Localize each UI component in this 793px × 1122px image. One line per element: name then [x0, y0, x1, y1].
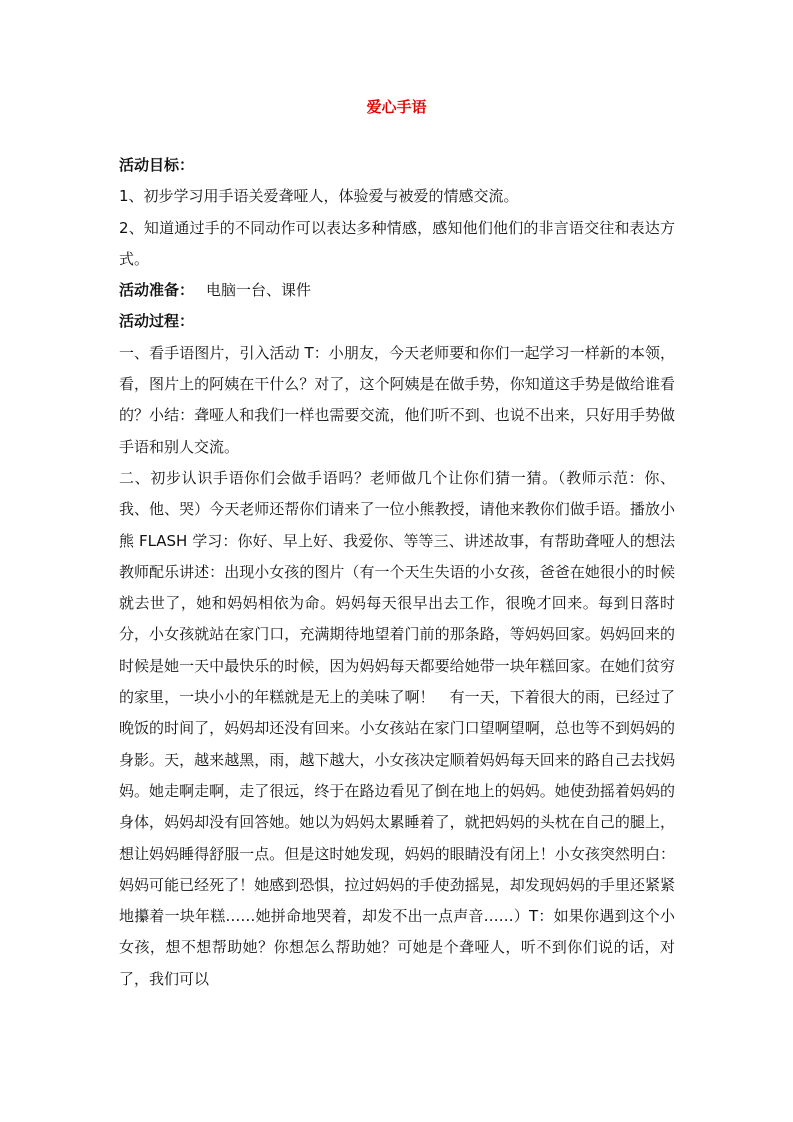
preparation-heading: 活动准备：	[119, 281, 195, 300]
document-body	[119, 150, 675, 995]
preparation-line	[119, 275, 675, 306]
goals-heading: 活动目标：	[119, 156, 195, 174]
process-heading: 活动过程：	[119, 312, 195, 331]
preparation-value: 电脑一台、课件	[206, 281, 312, 300]
goal-item-1: 1、初步学习用手语关爱聋哑人，体验爱与被爱的情感交流。	[119, 187, 519, 206]
goal-item-2: 2、知道通过手的不同动作可以表达多种情感，感知他们他们的非言语交往和表达方式。	[119, 218, 675, 268]
process-step-2: 二、初步认识手语你们会做手语吗？老师做几个让你们猜一猜。（教师示范：你、我、他、哭）今天老师还帮你们请来了一位小熊教授，请他来教你们做手语。播放小熊 FLASH 学习：你好、早上好、我爱你、等等三、讲述故事，有帮助聋哑人的想法教师配乐讲述：出现小女孩的图片（有一个天生失语的小女孩，爸爸在她很小的时候就去世了，她和妈妈相依为命。妈妈每天很早出去工作，很晚才回来。每到日落时分，小女孩就站在家门口，充满期待地望着门前的那条路，等妈妈回家。妈妈回来的时候是她一天中最快乐的时候，因为妈妈每天都要给她带一块年糕回家。在她们贫穷的家里，一块小小的年糕就是无上的美味了啊！ 有一天，下着很大的雨，已经过了晚饭的时间了，妈妈却还没有回来。小女孩站在家门口望啊望啊，总也等不到妈妈的身影。天，越来越黑，雨，越下越大，小女孩决定顺着妈妈每天回来的路自己去找妈妈。她走啊走啊，走了很远，终于在路边看见了倒在地上的妈妈。她使劲摇着妈妈的身体，妈妈却没有回答她。她以为妈妈太累睡着了，就把妈妈的头枕在自己的腿上，想让妈妈睡得舒服一点。但是这时她发现，妈妈的眼睛没有闭上！小女孩突然明白：妈妈可能已经死了！她感到恐惧，拉过妈妈的手使劲摇晃，却发现妈妈的手里还紧紧地攥着一块年糕……她拼命地哭着，却发不出一点声音……）T：如果你遇到这个小女孩，想不想帮助她？你想怎么帮助她？可她是个聋哑人，听不到你们说的话，对了，我们可以	[119, 468, 675, 988]
page-title: 爱心手语	[366, 98, 427, 116]
process-step-1: 一、看手语图片，引入活动 T：小朋友，今天老师要和你们一起学习一样新的本领，看，图片上的阿姨在干什么？对了，这个阿姨是在做手势，你知道这手势是做给谁看的？小结：聋哑人和我们一样也需要交流，他们听不到、也说不出来，只好用手势做手语和别人交流。	[119, 343, 675, 456]
